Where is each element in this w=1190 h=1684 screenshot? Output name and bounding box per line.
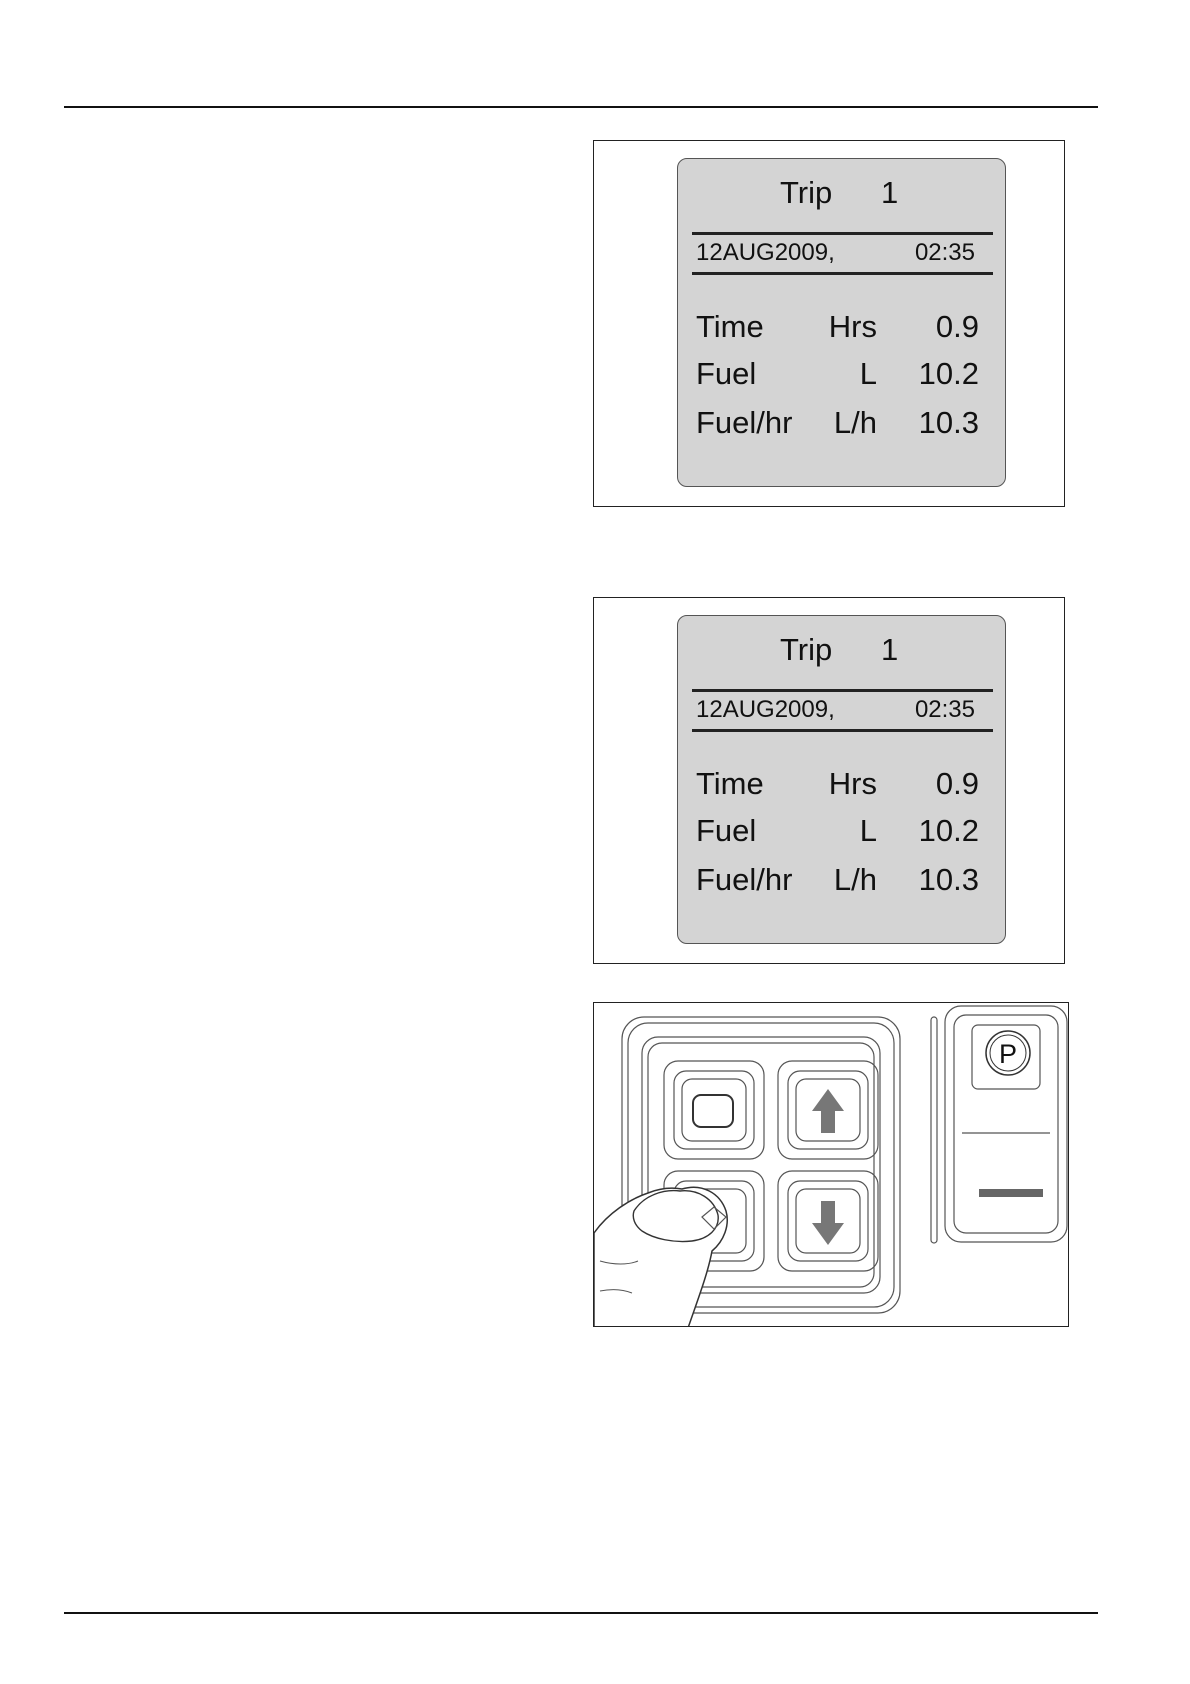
trip-label: Trip: [780, 175, 833, 210]
trip-date: 12AUG2009,: [696, 696, 835, 723]
keypad-illustration: [593, 1002, 1069, 1327]
row-value: 10.3: [918, 862, 979, 897]
row-name: Fuel: [696, 813, 757, 848]
row-value: 10.3: [918, 405, 979, 440]
divider: [692, 232, 993, 235]
data-row-fuel: [678, 813, 1005, 853]
row-name: Fuel: [696, 356, 757, 391]
finger-icon: [594, 1187, 727, 1327]
trip-number: 1: [881, 632, 899, 667]
data-row-time: [678, 309, 1005, 349]
trip-label: Trip: [780, 632, 833, 667]
divider: [692, 272, 993, 275]
footer-rule: [64, 1612, 1098, 1614]
trip-date: 12AUG2009,: [696, 239, 835, 266]
row-unit: L: [859, 356, 877, 391]
data-row-fuel: [678, 356, 1005, 396]
row-unit: Hrs: [828, 766, 877, 801]
arrow-down-icon: [812, 1201, 844, 1245]
header-rule: [64, 106, 1098, 108]
display-mode-button[interactable]: [664, 1061, 764, 1159]
row-name: Fuel/hr: [696, 405, 793, 440]
data-row-fuel-rate: [678, 405, 1005, 445]
row-value: 10.2: [918, 813, 979, 848]
data-row-time: [678, 766, 1005, 806]
trip-display-figure-1: [593, 140, 1065, 507]
row-name: Time: [696, 309, 764, 344]
keypad-drawing: [594, 1003, 1069, 1327]
lcd-screen: [677, 158, 1006, 487]
row-unit: L: [859, 813, 877, 848]
trip-time: 02:35: [914, 696, 975, 723]
row-name: Time: [696, 766, 764, 801]
lcd-title: [678, 632, 1005, 672]
lcd-title: [678, 175, 1005, 215]
trip-time: 02:35: [914, 239, 975, 266]
trip-number: 1: [881, 175, 899, 210]
row-name: Fuel/hr: [696, 862, 793, 897]
row-value: 0.9: [935, 309, 979, 344]
arrow-up-icon: [812, 1089, 844, 1133]
lcd-screen: [677, 615, 1006, 944]
divider: [692, 729, 993, 732]
park-switch-bar: [979, 1189, 1043, 1197]
row-unit: L/h: [833, 862, 877, 897]
trip-display-figure-2: [593, 597, 1065, 964]
row-unit: L/h: [833, 405, 877, 440]
rounded-square-icon: [693, 1095, 733, 1127]
data-row-fuel-rate: [678, 862, 1005, 902]
row-value: 0.9: [935, 766, 979, 801]
row-unit: Hrs: [828, 309, 877, 344]
divider: [692, 689, 993, 692]
park-label: P: [998, 1039, 1018, 1069]
row-value: 10.2: [918, 356, 979, 391]
